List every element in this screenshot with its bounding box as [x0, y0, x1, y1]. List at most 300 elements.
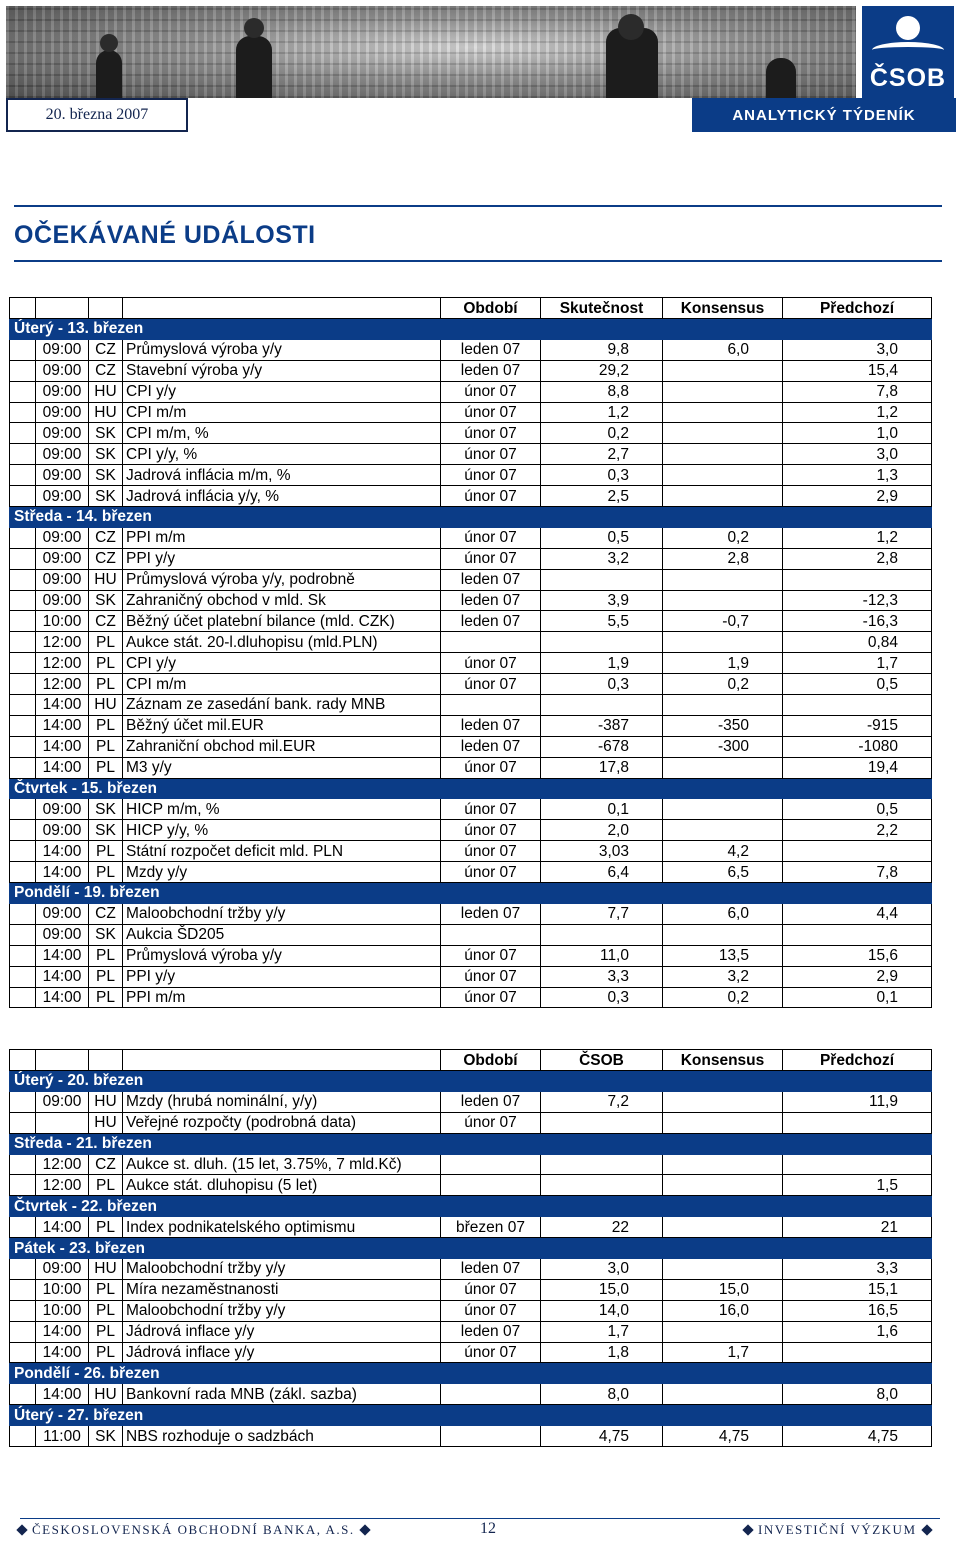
day-header-row [10, 1363, 932, 1384]
event-previous [783, 841, 932, 862]
day-header-row [10, 1071, 932, 1092]
event-indicator: HICP m/m, % [123, 799, 441, 820]
event-time: 11:00 [36, 1426, 89, 1447]
event-period: únor 07 [441, 1279, 541, 1300]
event-previous: 8,0 [783, 1384, 932, 1405]
event-period: leden 07 [441, 339, 541, 360]
event-time: 14:00 [36, 695, 89, 716]
event-previous: 4,4 [783, 903, 932, 924]
event-consensus [663, 1091, 783, 1112]
row-indent-cell [10, 799, 36, 820]
table-row [10, 695, 932, 716]
table-row [10, 653, 932, 674]
photo-figure [236, 36, 272, 98]
event-previous: 2,9 [783, 966, 932, 987]
event-time: 14:00 [36, 1384, 89, 1405]
event-previous [783, 1112, 932, 1133]
event-indicator: Státní rozpočet deficit mld. PLN [123, 841, 441, 862]
event-previous: 3,0 [783, 339, 932, 360]
day-header-row [10, 883, 932, 904]
event-consensus [663, 465, 783, 486]
event-country: HU [89, 1091, 123, 1112]
event-period: leden 07 [441, 1259, 541, 1280]
event-consensus: 6,5 [663, 862, 783, 883]
event-country: CZ [89, 527, 123, 548]
event-consensus [663, 1217, 783, 1238]
table-row [10, 444, 932, 465]
table-row [10, 1279, 932, 1300]
day-label: Úterý - 27. březen [10, 1405, 932, 1426]
event-country: PL [89, 862, 123, 883]
event-actual: 0,5 [541, 527, 663, 548]
table-row [10, 945, 932, 966]
event-country: PL [89, 1217, 123, 1238]
event-actual: 1,2 [541, 402, 663, 423]
event-consensus: 0,2 [663, 527, 783, 548]
section-rule-top [14, 205, 942, 207]
event-indicator: Stavební výroba y/y [123, 360, 441, 381]
event-indicator: Jadrová inflácia m/m, % [123, 465, 441, 486]
event-time: 09:00 [36, 444, 89, 465]
event-consensus: 16,0 [663, 1300, 783, 1321]
event-consensus [663, 1321, 783, 1342]
event-indicator: CPI y/y, % [123, 444, 441, 465]
event-actual: 2,0 [541, 820, 663, 841]
event-country: PL [89, 1342, 123, 1363]
event-period [441, 924, 541, 945]
event-time: 12:00 [36, 1175, 89, 1196]
event-time: 14:00 [36, 1217, 89, 1238]
column-header: Předchozí [783, 1050, 932, 1071]
event-actual: -387 [541, 715, 663, 736]
row-indent-cell [10, 1300, 36, 1321]
event-previous: 3,0 [783, 444, 932, 465]
event-indicator: PPI m/m [123, 987, 441, 1008]
event-actual: 3,0 [541, 1259, 663, 1280]
event-time: 09:00 [36, 924, 89, 945]
page-number: 12 [480, 1520, 496, 1537]
event-period [441, 1154, 541, 1175]
event-previous [783, 1154, 932, 1175]
event-country: PL [89, 1279, 123, 1300]
day-header-row [10, 778, 932, 799]
event-period: únor 07 [441, 841, 541, 862]
event-actual: 8,0 [541, 1384, 663, 1405]
table-row [10, 1259, 932, 1280]
event-previous: 15,1 [783, 1279, 932, 1300]
event-consensus: 15,0 [663, 1279, 783, 1300]
day-label: Čtvrtek - 15. březen [10, 778, 932, 799]
event-previous [783, 924, 932, 945]
row-indent-cell [10, 1154, 36, 1175]
row-indent-cell [10, 903, 36, 924]
table-row [10, 1426, 932, 1447]
event-consensus: 0,2 [663, 674, 783, 695]
event-consensus: 3,2 [663, 966, 783, 987]
event-indicator: CPI y/y [123, 381, 441, 402]
event-time: 14:00 [36, 715, 89, 736]
event-time: 09:00 [36, 360, 89, 381]
event-indicator: Běžný účet platební bilance (mld. CZK) [123, 611, 441, 632]
day-label: Pátek - 23. březen [10, 1238, 932, 1259]
event-actual: 0,1 [541, 799, 663, 820]
event-time: 09:00 [36, 799, 89, 820]
event-period: leden 07 [441, 736, 541, 757]
event-consensus: 13,5 [663, 945, 783, 966]
row-indent-cell [10, 611, 36, 632]
event-time: 12:00 [36, 653, 89, 674]
event-consensus [663, 1175, 783, 1196]
event-period: únor 07 [441, 381, 541, 402]
event-country: CZ [89, 1154, 123, 1175]
event-previous: -16,3 [783, 611, 932, 632]
event-consensus: -350 [663, 715, 783, 736]
event-previous [783, 569, 932, 590]
column-header: Předchozí [783, 298, 932, 319]
table-row [10, 1321, 932, 1342]
event-consensus: 4,2 [663, 841, 783, 862]
event-indicator: Index podnikatelského optimismu [123, 1217, 441, 1238]
event-consensus [663, 632, 783, 653]
event-country: PL [89, 966, 123, 987]
event-consensus [663, 423, 783, 444]
event-country: CZ [89, 903, 123, 924]
event-actual [541, 1112, 663, 1133]
event-time: 14:00 [36, 966, 89, 987]
event-country: SK [89, 924, 123, 945]
event-country: HU [89, 1259, 123, 1280]
event-time: 09:00 [36, 381, 89, 402]
table-row [10, 632, 932, 653]
event-actual: 0,3 [541, 465, 663, 486]
event-consensus: 6,0 [663, 339, 783, 360]
day-label: Úterý - 20. březen [10, 1071, 932, 1092]
event-actual: 7,7 [541, 903, 663, 924]
event-country: HU [89, 695, 123, 716]
row-indent-cell [10, 465, 36, 486]
event-previous: 21 [783, 1217, 932, 1238]
event-country: SK [89, 590, 123, 611]
event-actual: -678 [541, 736, 663, 757]
event-previous: 4,75 [783, 1426, 932, 1447]
logo-wave-icon [872, 42, 944, 58]
table-row [10, 1091, 932, 1112]
event-actual: 17,8 [541, 757, 663, 778]
row-indent-cell [10, 527, 36, 548]
table-row [10, 820, 932, 841]
event-consensus [663, 569, 783, 590]
event-time: 09:00 [36, 1259, 89, 1280]
table-row [10, 402, 932, 423]
event-period: únor 07 [441, 444, 541, 465]
event-country: PL [89, 1321, 123, 1342]
event-time: 14:00 [36, 987, 89, 1008]
event-indicator: Běžný účet mil.EUR [123, 715, 441, 736]
table-row [10, 757, 932, 778]
table-row [10, 1217, 932, 1238]
table-row [10, 841, 932, 862]
event-actual: 2,5 [541, 486, 663, 507]
photo-figure-head [244, 18, 264, 38]
event-period: leden 07 [441, 1321, 541, 1342]
photo-figure-head [100, 34, 118, 52]
row-indent-cell [10, 1426, 36, 1447]
event-time: 09:00 [36, 820, 89, 841]
event-indicator: M3 y/y [123, 757, 441, 778]
event-country: PL [89, 674, 123, 695]
event-previous: 1,0 [783, 423, 932, 444]
events-table-past [9, 297, 932, 1008]
event-previous: 7,8 [783, 862, 932, 883]
row-indent-cell [10, 1175, 36, 1196]
event-actual: 3,3 [541, 966, 663, 987]
row-indent-cell [10, 945, 36, 966]
event-previous: 2,8 [783, 548, 932, 569]
row-indent-cell [10, 381, 36, 402]
event-previous [783, 1342, 932, 1363]
row-indent-cell [10, 653, 36, 674]
event-actual: 0,3 [541, 987, 663, 1008]
row-indent-cell [10, 1342, 36, 1363]
row-indent-cell [10, 695, 36, 716]
event-period: únor 07 [441, 653, 541, 674]
row-indent-cell [10, 924, 36, 945]
event-actual [541, 924, 663, 945]
event-time: 14:00 [36, 862, 89, 883]
event-time: 09:00 [36, 527, 89, 548]
event-time: 14:00 [36, 1321, 89, 1342]
event-period: únor 07 [441, 862, 541, 883]
event-indicator: CPI m/m, % [123, 423, 441, 444]
event-consensus [663, 1259, 783, 1280]
event-consensus [663, 799, 783, 820]
event-time: 09:00 [36, 486, 89, 507]
csob-logo [862, 6, 954, 98]
event-time: 09:00 [36, 339, 89, 360]
event-country: PL [89, 757, 123, 778]
event-consensus [663, 757, 783, 778]
event-actual: 2,7 [541, 444, 663, 465]
event-consensus [663, 444, 783, 465]
event-consensus [663, 402, 783, 423]
row-indent-cell [10, 966, 36, 987]
event-indicator: PPI m/m [123, 527, 441, 548]
day-label: Středa - 21. březen [10, 1133, 932, 1154]
event-period: únor 07 [441, 548, 541, 569]
header-spacer-cell [89, 1050, 123, 1071]
event-time: 09:00 [36, 1091, 89, 1112]
event-indicator: Mzdy y/y [123, 862, 441, 883]
day-label: Středa - 14. březen [10, 507, 932, 528]
event-country: PL [89, 736, 123, 757]
row-indent-cell [10, 757, 36, 778]
table-row [10, 674, 932, 695]
header-spacer-cell [123, 298, 441, 319]
event-consensus [663, 924, 783, 945]
event-consensus [663, 486, 783, 507]
event-consensus: 0,2 [663, 987, 783, 1008]
event-period: únor 07 [441, 1300, 541, 1321]
event-consensus: 6,0 [663, 903, 783, 924]
event-consensus [663, 820, 783, 841]
header-spacer-cell [10, 1050, 36, 1071]
table-row [10, 715, 932, 736]
event-consensus [663, 590, 783, 611]
event-consensus [663, 1154, 783, 1175]
photo-figure [96, 50, 122, 98]
event-period [441, 632, 541, 653]
event-actual: 7,2 [541, 1091, 663, 1112]
event-actual [541, 695, 663, 716]
event-previous: 3,3 [783, 1259, 932, 1280]
event-country: CZ [89, 339, 123, 360]
event-previous: 0,84 [783, 632, 932, 653]
row-indent-cell [10, 862, 36, 883]
event-actual: 0,3 [541, 674, 663, 695]
table-row [10, 736, 932, 757]
event-period: únor 07 [441, 486, 541, 507]
event-previous: -12,3 [783, 590, 932, 611]
photo-figure [766, 58, 796, 98]
event-indicator: Zahraničný obchod v mld. Sk [123, 590, 441, 611]
event-actual: 8,8 [541, 381, 663, 402]
event-country: PL [89, 1175, 123, 1196]
table-row [10, 423, 932, 444]
event-time: 12:00 [36, 632, 89, 653]
event-country: SK [89, 486, 123, 507]
event-actual [541, 1154, 663, 1175]
column-header: Skutečnost [541, 298, 663, 319]
day-label: Úterý - 13. březen [10, 319, 932, 340]
event-indicator: Maloobchodní tržby y/y [123, 903, 441, 924]
row-indent-cell [10, 339, 36, 360]
row-indent-cell [10, 360, 36, 381]
event-actual: 3,2 [541, 548, 663, 569]
event-actual: 15,0 [541, 1279, 663, 1300]
event-consensus [663, 381, 783, 402]
event-actual: 1,8 [541, 1342, 663, 1363]
event-actual [541, 569, 663, 590]
event-indicator: Jádrová inflace y/y [123, 1321, 441, 1342]
table-row [10, 486, 932, 507]
diamond-icon [742, 1524, 753, 1535]
event-previous: 2,2 [783, 820, 932, 841]
event-period: leden 07 [441, 903, 541, 924]
event-actual: 29,2 [541, 360, 663, 381]
event-country: CZ [89, 611, 123, 632]
event-period: leden 07 [441, 360, 541, 381]
event-time: 10:00 [36, 611, 89, 632]
table-row [10, 862, 932, 883]
event-country: HU [89, 381, 123, 402]
event-time: 09:00 [36, 590, 89, 611]
event-indicator: Aukcia ŠD205 [123, 924, 441, 945]
header-spacer-cell [36, 298, 89, 319]
event-period: únor 07 [441, 820, 541, 841]
event-indicator: Záznam ze zasedání bank. rady MNB [123, 695, 441, 716]
event-period: únor 07 [441, 674, 541, 695]
event-previous: -915 [783, 715, 932, 736]
event-country: SK [89, 820, 123, 841]
event-period: únor 07 [441, 987, 541, 1008]
row-indent-cell [10, 1259, 36, 1280]
event-time: 14:00 [36, 757, 89, 778]
event-country: SK [89, 423, 123, 444]
day-label: Pondělí - 26. březen [10, 1363, 932, 1384]
row-indent-cell [10, 1321, 36, 1342]
event-indicator: CPI m/m [123, 674, 441, 695]
event-consensus: -0,7 [663, 611, 783, 632]
row-indent-cell [10, 841, 36, 862]
event-consensus [663, 360, 783, 381]
footer-bank-name: ČESKOSLOVENSKÁ OBCHODNÍ BANKA, A.S. [32, 1522, 355, 1537]
event-time: 14:00 [36, 1342, 89, 1363]
event-period: únor 07 [441, 1342, 541, 1363]
table-row [10, 465, 932, 486]
event-indicator: NBS rozhoduje o sadzbách [123, 1426, 441, 1447]
event-actual [541, 1175, 663, 1196]
event-time: 09:00 [36, 423, 89, 444]
event-indicator: Průmyslová výroba y/y [123, 339, 441, 360]
event-indicator: Mzdy (hrubá nominální, y/y) [123, 1091, 441, 1112]
event-actual: 4,75 [541, 1426, 663, 1447]
table-header-row [10, 298, 932, 319]
row-indent-cell [10, 632, 36, 653]
event-indicator: Bankovní rada MNB (zákl. sazba) [123, 1384, 441, 1405]
event-indicator: Maloobchodní tržby y/y [123, 1259, 441, 1280]
event-country: HU [89, 1384, 123, 1405]
row-indent-cell [10, 1279, 36, 1300]
row-indent-cell [10, 402, 36, 423]
event-country: PL [89, 987, 123, 1008]
event-country: PL [89, 632, 123, 653]
event-previous: 16,5 [783, 1300, 932, 1321]
event-indicator: PPI y/y [123, 966, 441, 987]
row-indent-cell [10, 569, 36, 590]
table-row [10, 611, 932, 632]
header-spacer-cell [10, 298, 36, 319]
row-indent-cell [10, 674, 36, 695]
event-period: únor 07 [441, 966, 541, 987]
diamond-icon [16, 1524, 27, 1535]
event-time: 12:00 [36, 1154, 89, 1175]
event-consensus [663, 695, 783, 716]
logo-text: ČSOB [869, 64, 947, 92]
row-indent-cell [10, 1217, 36, 1238]
day-label: Pondělí - 19. březen [10, 883, 932, 904]
event-indicator: CPI y/y [123, 653, 441, 674]
table-row [10, 527, 932, 548]
day-header-row [10, 1196, 932, 1217]
event-period: březen 07 [441, 1217, 541, 1238]
event-indicator: Míra nezaměstnanosti [123, 1279, 441, 1300]
table-header-row [10, 1050, 932, 1071]
event-actual: 3,9 [541, 590, 663, 611]
event-country: SK [89, 444, 123, 465]
event-indicator: HICP y/y, % [123, 820, 441, 841]
event-consensus: 4,75 [663, 1426, 783, 1447]
event-indicator: Jádrová inflace y/y [123, 1342, 441, 1363]
header-spacer-cell [36, 1050, 89, 1071]
event-consensus: 1,9 [663, 653, 783, 674]
table-row [10, 1175, 932, 1196]
event-time [36, 1112, 89, 1133]
row-indent-cell [10, 1384, 36, 1405]
event-consensus: 2,8 [663, 548, 783, 569]
table-row [10, 1342, 932, 1363]
row-indent-cell [10, 1091, 36, 1112]
event-previous: 1,2 [783, 527, 932, 548]
